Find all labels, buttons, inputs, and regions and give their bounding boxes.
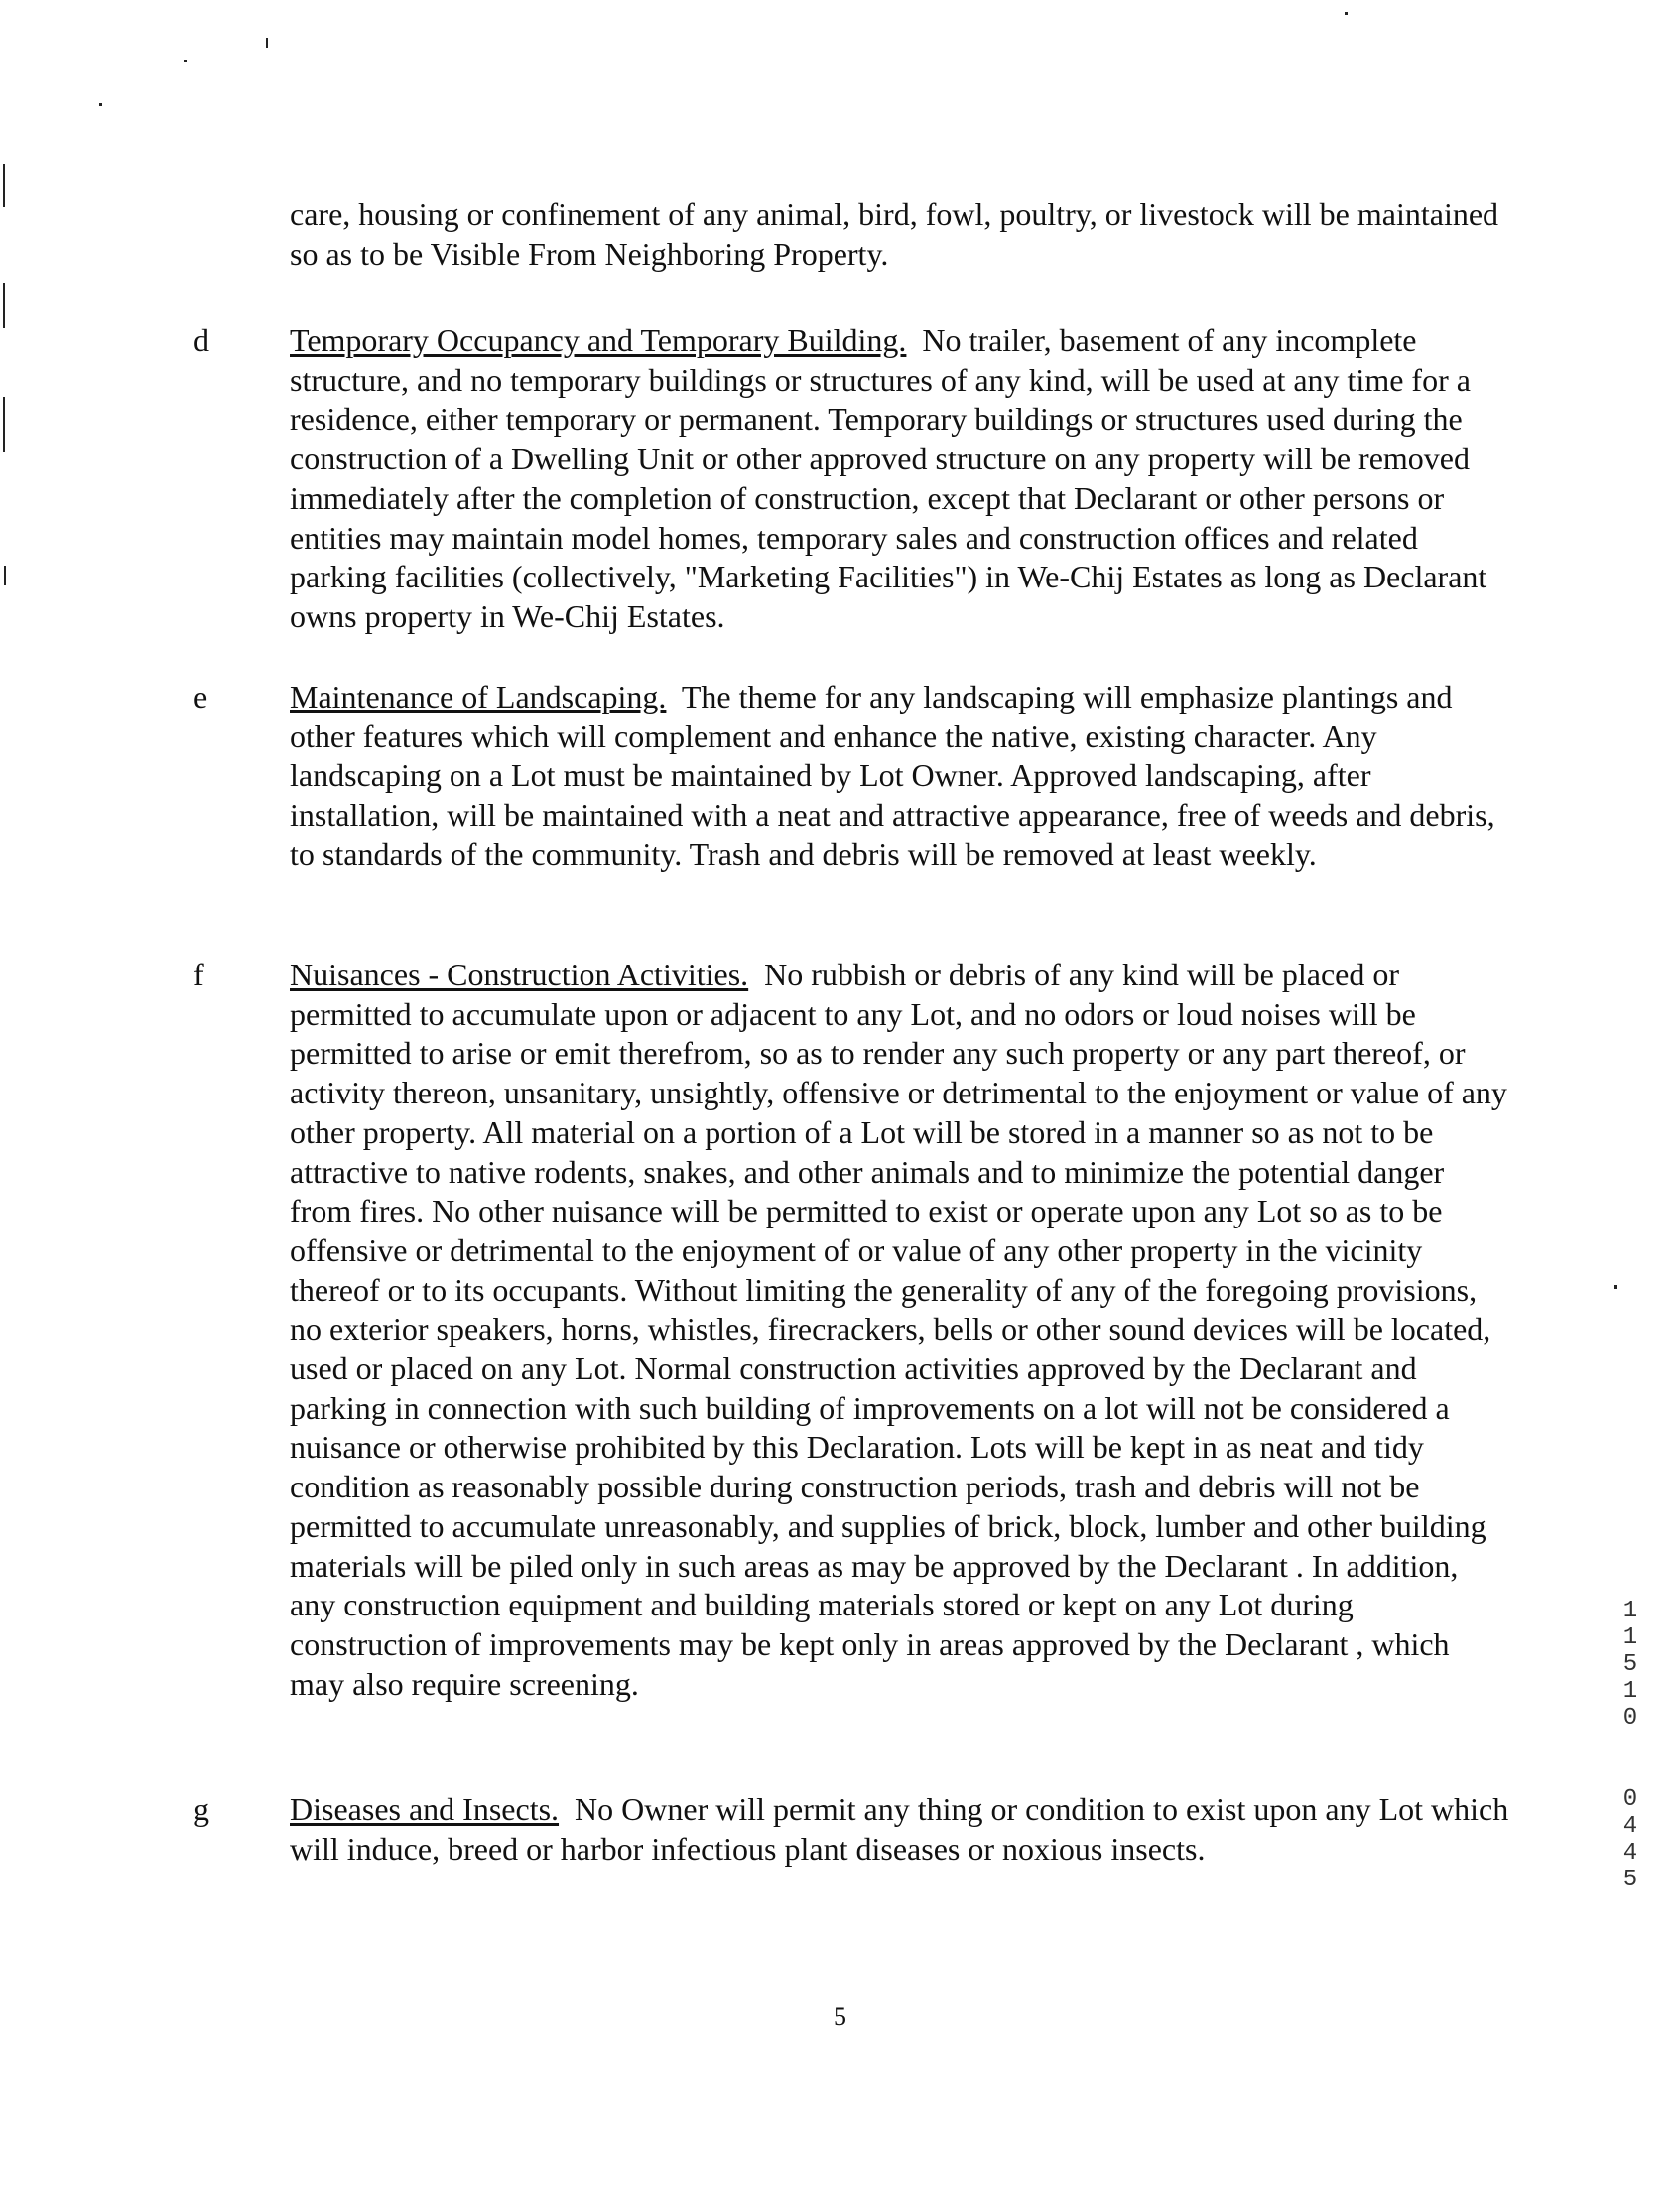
- section-g-paragraph: [290, 1790, 1510, 1869]
- stamp-digit: 0: [1622, 1786, 1638, 1813]
- scan-mark: [3, 397, 5, 452]
- stamp-digit: 5: [1622, 1651, 1638, 1678]
- section-body: No Owner will permit any thing or condition to exist upon any Lot which will induce, breed or harbor infectious plant diseases or noxious insects.: [290, 1791, 1509, 1867]
- section-letter: f: [194, 957, 204, 992]
- stamp-digit: 4: [1622, 1840, 1638, 1867]
- scan-mark: [4, 566, 6, 585]
- stamp-digit: 4: [1622, 1813, 1638, 1840]
- stamp-digit: 0: [1622, 1705, 1638, 1732]
- section-letter: g: [194, 1791, 209, 1827]
- section-heading: Diseases and Insects.: [290, 1791, 560, 1827]
- scan-mark: [3, 283, 5, 328]
- section-body: The theme for any landscaping will emphasize plantings and other features which will complement and enhance the native, existing character. Any landscaping on a Lot must be maintained by Lot Owner. Approved landscaping, after installation, will be maintained with a neat and attractive appearance, free of weeds and debris, to standards of the community. Trash and debris will be removed at least weekly.: [290, 679, 1495, 872]
- stamp-digit: 1: [1622, 1598, 1638, 1624]
- scan-mark: [184, 60, 187, 62]
- scan-mark: [266, 38, 268, 48]
- continuation-paragraph: [290, 195, 1510, 274]
- scan-mark: [1614, 1285, 1617, 1289]
- recording-stamp: [1617, 1598, 1643, 1732]
- section-d-paragraph: [290, 322, 1510, 637]
- section-f-paragraph: [290, 956, 1510, 1704]
- section-heading: Nuisances - Construction Activities.: [290, 957, 749, 992]
- scan-mark: [99, 103, 102, 106]
- section-heading: Maintenance of Landscaping.: [290, 679, 667, 714]
- section-heading: Temporary Occupancy and Temporary Building.: [290, 323, 907, 358]
- scan-mark: [1345, 12, 1348, 15]
- section-letter: d: [194, 323, 209, 358]
- recording-stamp-lower: [1617, 1786, 1643, 1893]
- section-e-paragraph: [290, 678, 1510, 875]
- scan-mark: [3, 164, 5, 207]
- page-number: 5: [834, 2002, 846, 2031]
- section-body: No rubbish or debris of any kind will be placed or permitted to accumulate upon or adjacent to any Lot, and no odors or loud noises will be permitted to arise or emit therefrom, so as to render any such property or any part thereof, or activity thereon, unsanitary, unsightly, offensive or detrimental to the enjoyment or value of any other property. All material on a portion of a Lot will be stored in a manner so as not to be attractive to native rodents, snakes, and other animals and to minimize the potential danger from fires. No other nuisance will be permitted to exist or operate upon any Lot so as to be offensive or detrimental to the enjoyment of or value of any other property in the vicinity thereof or to its occupants. Without limiting the generality of any of the foregoing provisions, no exterior speakers, horns, whistles, firecrackers, bells or other sound devices will be located, used or placed on any Lot. Normal construction activities approved by the Declarant and parking in connection with such building of improvements on a lot will not be considered a nuisance or otherwise prohibited by this Declaration. Lots will be kept in as neat and tidy condition as reasonably possible during construction periods, trash and debris will not be permitted to accumulate unreasonably, and supplies of brick, block, lumber and other building materials will be piled only in such areas as may be approved by the Declarant . In addition, any construction equipment and building materials stored or kept on any Lot during construction of improvements may be kept only in areas approved by the Declarant , which may also require screening.: [290, 957, 1507, 1702]
- stamp-digit: 5: [1622, 1867, 1638, 1893]
- stamp-digit: 1: [1622, 1678, 1638, 1705]
- continuation-text: care, housing or confinement of any animal, bird, fowl, poultry, or livestock will be maintained so as to be Visible From Neighboring Property.: [290, 196, 1499, 272]
- section-letter: e: [194, 679, 208, 714]
- section-body: No trailer, basement of any incomplete structure, and no temporary buildings or structures of any kind, will be used at any time for a residence, either temporary or permanent. Temporary buildings or structures used during the construction of a Dwelling Unit or other approved structure on any property will be removed immediately after the completion of construction, except that Declarant or other persons or entities may maintain model homes, temporary sales and construction offices and related parking facilities (collectively, "Marketing Facilities") in We-Chij Estates as long as Declarant owns property in We-Chij Estates.: [290, 323, 1487, 634]
- stamp-digit: 1: [1622, 1624, 1638, 1651]
